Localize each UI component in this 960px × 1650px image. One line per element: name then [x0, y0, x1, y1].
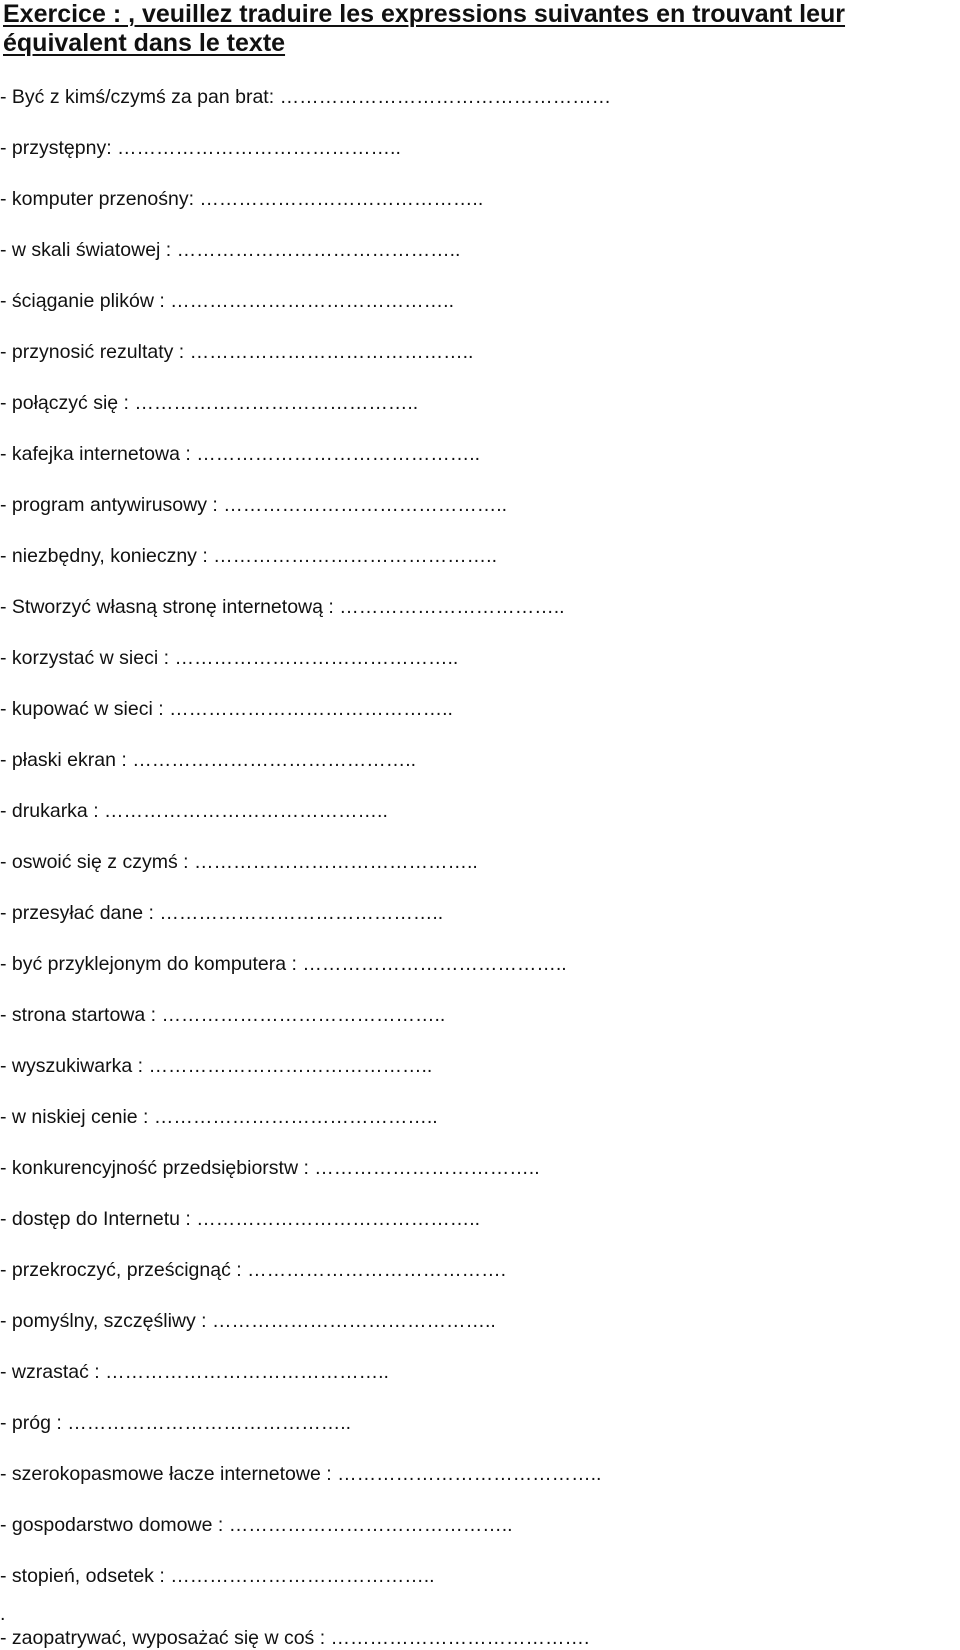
item-label: - wyszukiwarka : — [0, 1055, 149, 1077]
item-label: - komputer przenośny: — [0, 188, 200, 210]
answer-blank[interactable]: …………………………………….. — [228, 1514, 513, 1536]
answer-blank[interactable]: …………………………………….. — [189, 341, 474, 363]
item-label: - stopień, odsetek : — [0, 1565, 171, 1587]
list-item — [0, 888, 960, 939]
item-label: - przekroczyć, prześcignąć : — [0, 1259, 248, 1281]
answer-blank[interactable]: ………………………………….. — [170, 1565, 435, 1587]
item-label: - przynosić rezultaty : — [0, 341, 190, 363]
answer-blank[interactable]: ………………………………….. — [302, 953, 567, 975]
list-item — [0, 174, 960, 225]
item-label: - strona startowa : — [0, 1004, 162, 1026]
item-label: - Być z kimś/czymś za pan brat: — [0, 86, 280, 108]
list-item — [0, 1041, 960, 1092]
answer-blank[interactable]: …………………………………….. — [170, 290, 455, 312]
answer-blank[interactable]: …………………………….. — [339, 596, 565, 618]
answer-blank[interactable]: …………………………………….. — [132, 749, 417, 771]
answer-blank[interactable]: …………………………………………… — [279, 86, 612, 108]
item-label: - próg : — [0, 1412, 68, 1434]
answer-blank[interactable]: …………………………………. — [247, 1259, 506, 1281]
item-label: - Stworzyć własną stronę internetową : — [0, 596, 340, 618]
list-item — [0, 633, 960, 684]
list-item — [0, 1551, 960, 1602]
answer-blank[interactable]: …………………………………….. — [67, 1412, 352, 1434]
list-item — [0, 1296, 960, 1347]
list-item — [0, 1398, 960, 1449]
item-label: - szerokopasmowe łacze internetowe : — [0, 1463, 338, 1485]
item-label: - dostęp do Internetu : — [0, 1208, 197, 1230]
item-label: - być przyklejonym do komputera : — [0, 953, 303, 975]
list-item — [0, 837, 960, 888]
answer-blank[interactable]: …………………………………….. — [104, 800, 388, 822]
answer-blank[interactable]: …………………………………….. — [161, 1004, 446, 1026]
answer-blank[interactable]: …………………………………….. — [105, 1361, 389, 1383]
answer-blank[interactable]: …………………………………….. — [148, 1055, 433, 1077]
exercise-title: Exercice : , veuillez traduire les expressions suivantes en trouvant leur équivalent dans le texte — [3, 0, 846, 57]
answer-blank[interactable]: …………………………………….. — [199, 188, 484, 210]
answer-blank[interactable]: …………………………………….. — [176, 239, 461, 261]
list-item — [0, 786, 960, 837]
list-item — [0, 582, 960, 633]
list-item — [0, 735, 960, 786]
item-label: - kafejka internetowa : — [0, 443, 197, 465]
list-item — [0, 1347, 960, 1398]
item-label: . — [0, 1603, 6, 1625]
item-label: - program antywirusowy : — [0, 494, 224, 516]
item-label: - w skali światowej : — [0, 239, 177, 261]
list-item — [0, 1449, 960, 1500]
item-label: - płaski ekran : — [0, 749, 133, 771]
item-label: - zaopatrywać, wyposażać się w coś : — [0, 1627, 331, 1649]
list-item — [0, 1143, 960, 1194]
answer-blank[interactable]: …………………………………….. — [169, 698, 453, 720]
list-item — [0, 531, 960, 582]
item-label: - konkurencyjność przedsiębiorstw : — [0, 1157, 315, 1179]
vocabulary-list — [0, 72, 960, 1650]
answer-blank[interactable]: …………………………………. — [330, 1627, 590, 1649]
list-item — [0, 429, 960, 480]
list-item — [0, 1092, 960, 1143]
list-item — [0, 480, 960, 531]
list-item — [0, 939, 960, 990]
list-item — [0, 1245, 960, 1296]
item-label: - drukarka : — [0, 800, 105, 822]
item-label: - kupować w sieci : — [0, 698, 170, 720]
answer-blank[interactable]: …………………………………….. — [212, 1310, 496, 1332]
answer-blank[interactable]: …………………………………….. — [193, 851, 478, 873]
answer-blank[interactable]: …………………………………….. — [153, 1106, 438, 1128]
answer-blank[interactable]: …………………………………….. — [196, 1208, 481, 1230]
item-label: - połączyć się : — [0, 392, 135, 414]
item-label: - korzystać w sieci : — [0, 647, 175, 669]
list-item — [0, 276, 960, 327]
list-item — [0, 72, 960, 123]
item-label: - przystępny: — [0, 137, 118, 159]
answer-blank[interactable]: …………………………………….. — [134, 392, 419, 414]
answer-blank[interactable]: …………………………………….. — [213, 545, 498, 567]
answer-blank[interactable]: …………………………………….. — [174, 647, 459, 669]
list-item — [0, 684, 960, 735]
list-item — [0, 1194, 960, 1245]
item-label: - oswoić się z czymś : — [0, 851, 194, 873]
answer-blank[interactable]: …………………………….. — [314, 1157, 540, 1179]
item-label: - w niskiej cenie : — [0, 1106, 154, 1128]
answer-blank[interactable]: …………………………………….. — [117, 137, 401, 159]
answer-blank[interactable]: …………………………………….. — [196, 443, 481, 465]
item-label: - pomyślny, szczęśliwy : — [0, 1310, 213, 1332]
list-item — [0, 123, 960, 174]
item-label: - niezbędny, konieczny : — [0, 545, 214, 567]
item-label: - wzrastać : — [0, 1361, 106, 1383]
list-item — [0, 1602, 960, 1626]
answer-blank[interactable]: …………………………………….. — [223, 494, 508, 516]
list-item — [0, 1626, 960, 1650]
list-item — [0, 1500, 960, 1551]
answer-blank[interactable]: …………………………………….. — [159, 902, 444, 924]
list-item — [0, 990, 960, 1041]
item-label: - gospodarstwo domowe : — [0, 1514, 229, 1536]
list-item — [0, 225, 960, 276]
list-item — [0, 378, 960, 429]
item-label: - ściąganie plików : — [0, 290, 171, 312]
list-item — [0, 327, 960, 378]
answer-blank[interactable]: ………………………………….. — [337, 1463, 602, 1485]
item-label: - przesyłać dane : — [0, 902, 160, 924]
